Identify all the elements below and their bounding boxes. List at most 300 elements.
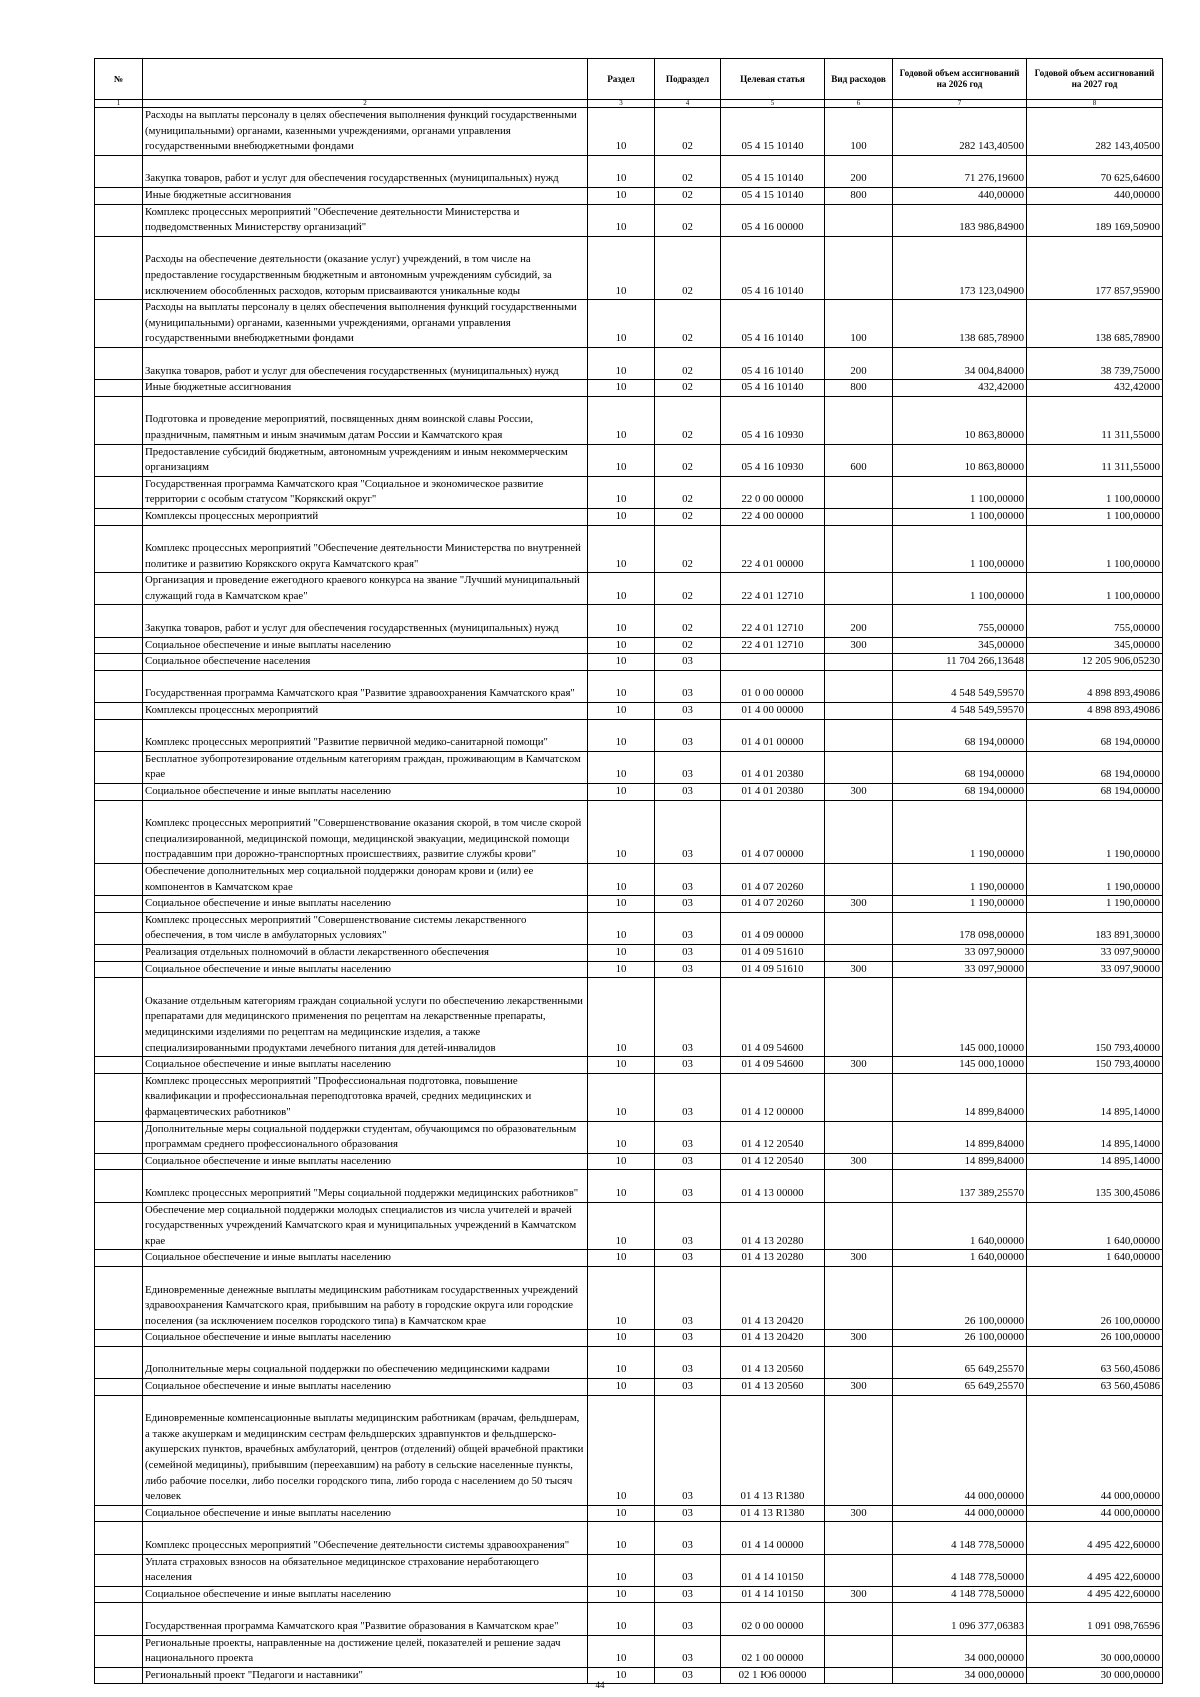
row-expense-type	[825, 719, 893, 751]
row-razdel: 10	[588, 800, 655, 863]
table-row	[95, 784, 1163, 801]
row-allocation-2027: 177 857,95900	[1027, 236, 1163, 299]
row-razdel: 10	[588, 1667, 655, 1684]
row-name: Социальное обеспечение и иные выплаты населению	[143, 1057, 588, 1074]
row-allocation-2026: 65 649,25570	[893, 1379, 1027, 1396]
row-allocation-2026: 440,00000	[893, 187, 1027, 204]
header-target-article: Целевая статья	[721, 59, 825, 100]
row-target-article: 05 4 15 10140	[721, 155, 825, 187]
row-podrazdel: 03	[655, 719, 721, 751]
row-podrazdel: 02	[655, 155, 721, 187]
row-allocation-2026: 4 148 778,50000	[893, 1586, 1027, 1603]
row-target-article: 05 4 15 10140	[721, 187, 825, 204]
row-name: Государственная программа Камчатского края "Развитие здравоохранения Камчатского края"	[143, 670, 588, 702]
row-podrazdel: 03	[655, 654, 721, 671]
row-name: Социальное обеспечение и иные выплаты населению	[143, 637, 588, 654]
row-podrazdel: 03	[655, 1554, 721, 1586]
row-expense-type	[825, 1603, 893, 1635]
row-name: Комплекс процессных мероприятий "Меры социальной поддержки медицинских работников"	[143, 1170, 588, 1202]
row-expense-type	[825, 1202, 893, 1250]
row-expense-type	[825, 1170, 893, 1202]
row-target-article: 02 0 00 00000	[721, 1603, 825, 1635]
row-allocation-2027: 11 311,55000	[1027, 396, 1163, 444]
table-row	[95, 1170, 1163, 1202]
row-allocation-2027: 189 169,50900	[1027, 204, 1163, 236]
table-row	[95, 1395, 1163, 1505]
row-podrazdel: 03	[655, 1330, 721, 1347]
row-target-article: 01 4 13 20280	[721, 1202, 825, 1250]
row-podrazdel: 03	[655, 670, 721, 702]
row-allocation-2027: 11 311,55000	[1027, 444, 1163, 476]
row-allocation-2027: 63 560,45086	[1027, 1379, 1163, 1396]
row-expense-type	[825, 1522, 893, 1554]
row-expense-type	[825, 751, 893, 783]
row-target-article: 05 4 15 10140	[721, 108, 825, 156]
row-allocation-2026: 33 097,90000	[893, 961, 1027, 978]
row-name: Закупка товаров, работ и услуг для обеспечения государственных (муниципальных) нужд	[143, 347, 588, 379]
row-podrazdel: 03	[655, 1073, 721, 1121]
row-target-article: 01 4 13 20280	[721, 1250, 825, 1267]
row-razdel: 10	[588, 380, 655, 397]
row-allocation-2026: 755,00000	[893, 605, 1027, 637]
row-name: Социальное обеспечение населения	[143, 654, 588, 671]
column-number: 5	[721, 100, 825, 108]
row-podrazdel: 03	[655, 800, 721, 863]
row-expense-type	[825, 508, 893, 525]
row-num	[95, 800, 143, 863]
row-num	[95, 912, 143, 944]
row-num	[95, 1202, 143, 1250]
row-name: Комплексы процессных мероприятий	[143, 703, 588, 720]
row-expense-type	[825, 1635, 893, 1667]
row-num	[95, 1330, 143, 1347]
row-allocation-2026: 138 685,78900	[893, 300, 1027, 348]
row-name: Региональные проекты, направленные на достижение целей, показателей и решение задач национального проекта	[143, 1635, 588, 1667]
row-razdel: 10	[588, 1379, 655, 1396]
row-allocation-2026: 10 863,80000	[893, 396, 1027, 444]
row-expense-type: 100	[825, 108, 893, 156]
row-name: Государственная программа Камчатского края "Социальное и экономическое развитие территории с особым статусом "Корякский округ"	[143, 476, 588, 508]
row-podrazdel: 02	[655, 347, 721, 379]
row-name: Оказание отдельным категориям граждан социальной услуги по обеспечению лекарственными препаратами для медицинского применения по рецептам на лекарственные препараты, медицинскими изделиями по рецептам на медицинские изделия, а также специализированными продуктами лечебного питания для детей-инвалидов	[143, 978, 588, 1057]
row-num	[95, 236, 143, 299]
row-name: Расходы на выплаты персоналу в целях обеспечения выполнения функций государственными (муниципальными) органами, казенными учреждениями, органами управления государственными внебюджетными фондами	[143, 108, 588, 156]
row-name: Социальное обеспечение и иные выплаты населению	[143, 1330, 588, 1347]
row-target-article: 01 4 12 00000	[721, 1073, 825, 1121]
row-allocation-2027: 68 194,00000	[1027, 784, 1163, 801]
row-razdel: 10	[588, 300, 655, 348]
row-allocation-2026: 34 000,00000	[893, 1635, 1027, 1667]
row-num	[95, 525, 143, 573]
row-target-article: 01 4 01 20380	[721, 784, 825, 801]
row-allocation-2026: 14 899,84000	[893, 1121, 1027, 1153]
table-row	[95, 396, 1163, 444]
row-num	[95, 654, 143, 671]
row-num	[95, 1170, 143, 1202]
row-expense-type	[825, 703, 893, 720]
row-razdel: 10	[588, 1153, 655, 1170]
row-allocation-2027: 44 000,00000	[1027, 1395, 1163, 1505]
row-target-article: 01 4 09 51610	[721, 961, 825, 978]
row-name: Комплекс процессных мероприятий "Обеспечение деятельности Министерства по внутренней политике и развитию Корякского округа Камчатского края"	[143, 525, 588, 573]
row-razdel: 10	[588, 864, 655, 896]
row-expense-type	[825, 978, 893, 1057]
row-allocation-2027: 68 194,00000	[1027, 719, 1163, 751]
row-podrazdel: 02	[655, 525, 721, 573]
row-razdel: 10	[588, 944, 655, 961]
row-expense-type: 300	[825, 1379, 893, 1396]
row-num	[95, 1395, 143, 1505]
row-expense-type	[825, 654, 893, 671]
row-allocation-2027: 345,00000	[1027, 637, 1163, 654]
row-podrazdel: 03	[655, 1635, 721, 1667]
row-target-article: 01 4 13 R1380	[721, 1395, 825, 1505]
row-num	[95, 187, 143, 204]
row-allocation-2027: 282 143,40500	[1027, 108, 1163, 156]
row-allocation-2027: 755,00000	[1027, 605, 1163, 637]
row-num	[95, 896, 143, 913]
row-expense-type	[825, 236, 893, 299]
row-expense-type	[825, 1121, 893, 1153]
row-name: Комплекс процессных мероприятий "Совершенствование оказания скорой, в том числе скорой специализированной, медицинской помощи, медицинской эвакуации, медицинской помощи пострадавшим при дорожно-транспортных происшествиях, развитие службы крови"	[143, 800, 588, 863]
row-num	[95, 204, 143, 236]
row-target-article: 01 4 12 20540	[721, 1121, 825, 1153]
row-target-article: 02 1 Ю6 00000	[721, 1667, 825, 1684]
row-target-article: 22 4 00 00000	[721, 508, 825, 525]
table-row	[95, 525, 1163, 573]
table-row	[95, 751, 1163, 783]
table-row	[95, 1202, 1163, 1250]
table-row	[95, 1121, 1163, 1153]
row-podrazdel: 02	[655, 637, 721, 654]
row-name: Подготовка и проведение мероприятий, посвященных дням воинской славы России, праздничным, памятным и иным значимым датам России и Камчатского края	[143, 396, 588, 444]
row-allocation-2026: 1 640,00000	[893, 1250, 1027, 1267]
row-allocation-2026: 1 100,00000	[893, 508, 1027, 525]
row-target-article: 01 4 14 10150	[721, 1586, 825, 1603]
row-expense-type	[825, 476, 893, 508]
table-row	[95, 1379, 1163, 1396]
table-row	[95, 476, 1163, 508]
row-allocation-2027: 33 097,90000	[1027, 944, 1163, 961]
table-row	[95, 300, 1163, 348]
row-razdel: 10	[588, 347, 655, 379]
row-expense-type	[825, 573, 893, 605]
table-row	[95, 444, 1163, 476]
row-razdel: 10	[588, 1554, 655, 1586]
table-row	[95, 1505, 1163, 1522]
row-allocation-2026: 34 004,84000	[893, 347, 1027, 379]
row-allocation-2026: 68 194,00000	[893, 719, 1027, 751]
row-name: Социальное обеспечение и иные выплаты населению	[143, 784, 588, 801]
row-allocation-2027: 14 895,14000	[1027, 1153, 1163, 1170]
table-row	[95, 1635, 1163, 1667]
row-expense-type	[825, 912, 893, 944]
row-name: Государственная программа Камчатского края "Развитие образования в Камчатском крае"	[143, 1603, 588, 1635]
row-allocation-2026: 145 000,10000	[893, 1057, 1027, 1074]
row-podrazdel: 03	[655, 784, 721, 801]
row-allocation-2027: 70 625,64600	[1027, 155, 1163, 187]
row-num	[95, 1522, 143, 1554]
row-name: Комплекс процессных мероприятий "Профессиональная подготовка, повышение квалификации и профессиональная переподготовка врачей, средних медицинских и фармацевтических работников"	[143, 1073, 588, 1121]
row-allocation-2026: 282 143,40500	[893, 108, 1027, 156]
row-razdel: 10	[588, 1170, 655, 1202]
row-podrazdel: 03	[655, 961, 721, 978]
row-target-article: 22 0 00 00000	[721, 476, 825, 508]
row-expense-type	[825, 525, 893, 573]
row-razdel: 10	[588, 912, 655, 944]
row-razdel: 10	[588, 1603, 655, 1635]
row-expense-type: 300	[825, 1586, 893, 1603]
row-name: Единовременные денежные выплаты медицинским работникам государственных учреждений здравоохранения Камчатского края, прибывшим на работу в городские округа или городские поселения (за исключением поселков городского типа) в Камчатском крае	[143, 1266, 588, 1329]
table-row	[95, 961, 1163, 978]
row-podrazdel: 03	[655, 944, 721, 961]
row-allocation-2026: 34 000,00000	[893, 1667, 1027, 1684]
row-razdel: 10	[588, 108, 655, 156]
row-target-article: 02 1 00 00000	[721, 1635, 825, 1667]
row-name: Комплексы процессных мероприятий	[143, 508, 588, 525]
row-name: Закупка товаров, работ и услуг для обеспечения государственных (муниципальных) нужд	[143, 605, 588, 637]
row-allocation-2026: 345,00000	[893, 637, 1027, 654]
row-target-article: 01 4 13 20560	[721, 1346, 825, 1378]
row-podrazdel: 02	[655, 204, 721, 236]
table-row	[95, 703, 1163, 720]
row-expense-type: 300	[825, 1330, 893, 1347]
row-allocation-2026: 432,42000	[893, 380, 1027, 397]
row-expense-type	[825, 670, 893, 702]
row-razdel: 10	[588, 525, 655, 573]
table-row	[95, 654, 1163, 671]
row-expense-type: 200	[825, 605, 893, 637]
row-num	[95, 1586, 143, 1603]
column-number: 1	[95, 100, 143, 108]
row-num	[95, 1505, 143, 1522]
header-num: №	[95, 59, 143, 100]
row-allocation-2026: 11 704 266,13648	[893, 654, 1027, 671]
row-podrazdel: 03	[655, 1250, 721, 1267]
row-expense-type	[825, 1073, 893, 1121]
row-razdel: 10	[588, 1202, 655, 1250]
row-allocation-2027: 14 895,14000	[1027, 1121, 1163, 1153]
row-podrazdel: 03	[655, 896, 721, 913]
header-row	[95, 59, 1163, 100]
table-row	[95, 864, 1163, 896]
row-allocation-2026: 26 100,00000	[893, 1330, 1027, 1347]
row-allocation-2027: 4 898 893,49086	[1027, 703, 1163, 720]
table-row	[95, 1554, 1163, 1586]
row-podrazdel: 03	[655, 1202, 721, 1250]
row-name: Комплекс процессных мероприятий "Обеспечение деятельности системы здравоохранения"	[143, 1522, 588, 1554]
row-razdel: 10	[588, 719, 655, 751]
row-num	[95, 1057, 143, 1074]
row-allocation-2027: 1 640,00000	[1027, 1250, 1163, 1267]
row-podrazdel: 03	[655, 1170, 721, 1202]
row-razdel: 10	[588, 204, 655, 236]
row-name: Дополнительные меры социальной поддержки по обеспечению медицинскими кадрами	[143, 1346, 588, 1378]
row-target-article: 01 4 13 20420	[721, 1330, 825, 1347]
row-razdel: 10	[588, 1266, 655, 1329]
row-razdel: 10	[588, 1330, 655, 1347]
row-expense-type	[825, 1395, 893, 1505]
row-expense-type	[825, 800, 893, 863]
row-target-article: 01 0 00 00000	[721, 670, 825, 702]
row-expense-type: 300	[825, 1250, 893, 1267]
row-razdel: 10	[588, 1250, 655, 1267]
row-razdel: 10	[588, 1635, 655, 1667]
row-podrazdel: 03	[655, 1346, 721, 1378]
row-allocation-2026: 1 190,00000	[893, 800, 1027, 863]
row-podrazdel: 03	[655, 1057, 721, 1074]
row-num	[95, 703, 143, 720]
row-expense-type: 300	[825, 1153, 893, 1170]
row-name: Социальное обеспечение и иные выплаты населению	[143, 1505, 588, 1522]
row-target-article: 01 4 13 20560	[721, 1379, 825, 1396]
row-razdel: 10	[588, 155, 655, 187]
row-razdel: 10	[588, 670, 655, 702]
header-allocation-2027: Годовой объем ассигнований на 2027 год	[1027, 59, 1163, 100]
row-allocation-2027: 4 495 422,60000	[1027, 1586, 1163, 1603]
row-allocation-2027: 1 100,00000	[1027, 476, 1163, 508]
row-razdel: 10	[588, 1121, 655, 1153]
row-allocation-2027: 30 000,00000	[1027, 1667, 1163, 1684]
table-row	[95, 1603, 1163, 1635]
row-allocation-2026: 1 190,00000	[893, 896, 1027, 913]
row-podrazdel: 03	[655, 1379, 721, 1396]
row-target-article: 22 4 01 12710	[721, 605, 825, 637]
row-num	[95, 508, 143, 525]
row-allocation-2026: 44 000,00000	[893, 1395, 1027, 1505]
row-target-article: 05 4 16 10140	[721, 347, 825, 379]
row-target-article: 01 4 09 54600	[721, 978, 825, 1057]
row-name: Расходы на выплаты персоналу в целях обеспечения выполнения функций государственными (муниципальными) органами, казенными учреждениями, органами управления государственными внебюджетными фондами	[143, 300, 588, 348]
row-allocation-2027: 4 495 422,60000	[1027, 1522, 1163, 1554]
row-allocation-2026: 65 649,25570	[893, 1346, 1027, 1378]
row-razdel: 10	[588, 1586, 655, 1603]
row-allocation-2027: 1 190,00000	[1027, 864, 1163, 896]
column-number: 4	[655, 100, 721, 108]
row-allocation-2026: 33 097,90000	[893, 944, 1027, 961]
row-target-article: 01 4 12 20540	[721, 1153, 825, 1170]
table-row	[95, 236, 1163, 299]
row-razdel: 10	[588, 1073, 655, 1121]
row-allocation-2026: 4 148 778,50000	[893, 1522, 1027, 1554]
row-allocation-2027: 4 898 893,49086	[1027, 670, 1163, 702]
row-podrazdel: 03	[655, 1153, 721, 1170]
row-num	[95, 1073, 143, 1121]
row-allocation-2027: 1 190,00000	[1027, 896, 1163, 913]
row-target-article: 05 4 16 10140	[721, 236, 825, 299]
column-number: 3	[588, 100, 655, 108]
table-row	[95, 1346, 1163, 1378]
row-allocation-2026: 173 123,04900	[893, 236, 1027, 299]
row-allocation-2027: 150 793,40000	[1027, 1057, 1163, 1074]
row-razdel: 10	[588, 784, 655, 801]
row-expense-type	[825, 1266, 893, 1329]
row-allocation-2026: 4 548 549,59570	[893, 703, 1027, 720]
row-razdel: 10	[588, 236, 655, 299]
row-allocation-2027: 26 100,00000	[1027, 1266, 1163, 1329]
row-expense-type	[825, 396, 893, 444]
row-allocation-2027: 150 793,40000	[1027, 978, 1163, 1057]
row-name: Социальное обеспечение и иные выплаты населению	[143, 1379, 588, 1396]
row-num	[95, 573, 143, 605]
table-row	[95, 1330, 1163, 1347]
table-row	[95, 187, 1163, 204]
row-podrazdel: 03	[655, 912, 721, 944]
row-podrazdel: 03	[655, 1522, 721, 1554]
row-allocation-2026: 178 098,00000	[893, 912, 1027, 944]
table-row	[95, 1522, 1163, 1554]
budget-sheet	[94, 58, 1162, 1684]
row-expense-type: 100	[825, 300, 893, 348]
row-target-article: 22 4 01 12710	[721, 573, 825, 605]
row-podrazdel: 02	[655, 300, 721, 348]
row-num	[95, 1266, 143, 1329]
row-allocation-2026: 1 100,00000	[893, 525, 1027, 573]
row-razdel: 10	[588, 896, 655, 913]
row-podrazdel: 03	[655, 864, 721, 896]
row-podrazdel: 03	[655, 1121, 721, 1153]
table-row	[95, 1073, 1163, 1121]
row-podrazdel: 02	[655, 508, 721, 525]
row-num	[95, 978, 143, 1057]
row-name: Иные бюджетные ассигнования	[143, 187, 588, 204]
row-expense-type	[825, 204, 893, 236]
row-name: Бесплатное зубопротезирование отдельным категориям граждан, проживающим в Камчатском крае	[143, 751, 588, 783]
row-allocation-2027: 38 739,75000	[1027, 347, 1163, 379]
row-podrazdel: 02	[655, 573, 721, 605]
row-expense-type: 300	[825, 784, 893, 801]
row-podrazdel: 02	[655, 605, 721, 637]
row-num	[95, 670, 143, 702]
row-razdel: 10	[588, 1505, 655, 1522]
row-razdel: 10	[588, 654, 655, 671]
row-target-article: 01 4 13 R1380	[721, 1505, 825, 1522]
table-row	[95, 573, 1163, 605]
row-allocation-2027: 440,00000	[1027, 187, 1163, 204]
row-num	[95, 1121, 143, 1153]
row-name: Комплекс процессных мероприятий "Обеспечение деятельности Министерства и подведомственных Министерству организаций"	[143, 204, 588, 236]
row-razdel: 10	[588, 476, 655, 508]
row-podrazdel: 02	[655, 108, 721, 156]
header-allocation-2026: Годовой объем ассигнований на 2026 год	[893, 59, 1027, 100]
row-podrazdel: 02	[655, 444, 721, 476]
row-expense-type: 200	[825, 347, 893, 379]
row-target-article: 01 4 13 20420	[721, 1266, 825, 1329]
table-row	[95, 1586, 1163, 1603]
table-row	[95, 944, 1163, 961]
header-name	[143, 59, 588, 100]
row-allocation-2026: 1 190,00000	[893, 864, 1027, 896]
row-razdel: 10	[588, 1057, 655, 1074]
row-num	[95, 719, 143, 751]
row-podrazdel: 03	[655, 1266, 721, 1329]
row-razdel: 10	[588, 961, 655, 978]
row-allocation-2027: 183 891,30000	[1027, 912, 1163, 944]
row-allocation-2027: 63 560,45086	[1027, 1346, 1163, 1378]
row-expense-type: 600	[825, 444, 893, 476]
row-num	[95, 380, 143, 397]
row-num	[95, 1379, 143, 1396]
table-row	[95, 1057, 1163, 1074]
table-row	[95, 1153, 1163, 1170]
row-name: Социальное обеспечение и иные выплаты населению	[143, 961, 588, 978]
row-target-article: 01 4 07 00000	[721, 800, 825, 863]
row-num	[95, 1250, 143, 1267]
row-name: Закупка товаров, работ и услуг для обеспечения государственных (муниципальных) нужд	[143, 155, 588, 187]
table-row	[95, 155, 1163, 187]
row-target-article: 05 4 16 10930	[721, 444, 825, 476]
row-allocation-2026: 44 000,00000	[893, 1505, 1027, 1522]
